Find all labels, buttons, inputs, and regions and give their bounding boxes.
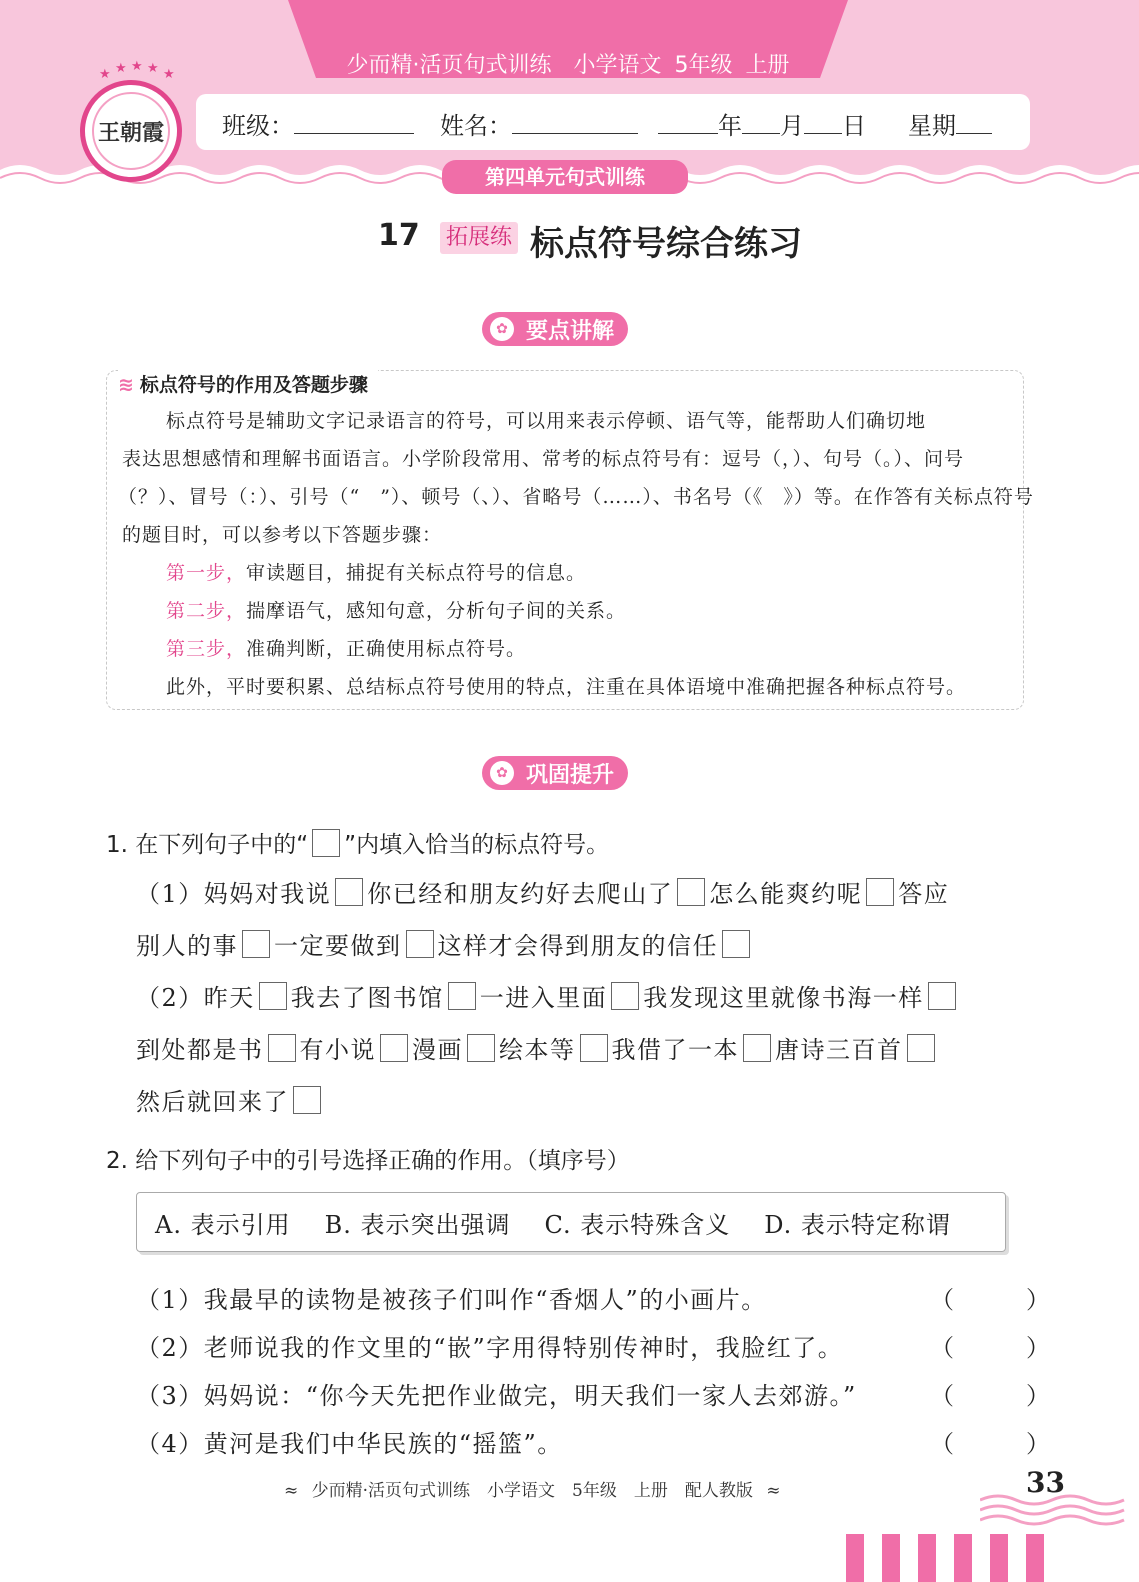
punctuation-box[interactable] bbox=[928, 982, 956, 1010]
footer-bar bbox=[882, 1534, 900, 1582]
class-field[interactable] bbox=[222, 106, 414, 141]
weekday-field[interactable] bbox=[908, 106, 992, 141]
page-number: 33 bbox=[1026, 1466, 1065, 1499]
q2-item: （2）老师说我的作文里的“嵌”字用得特别传神时，我脸红了。 bbox=[136, 1334, 844, 1362]
sentence-fragment: 别人的事 bbox=[136, 932, 238, 960]
unit-tab: 第四单元句式训练 bbox=[442, 160, 688, 194]
sentence-fragment: 唐诗三百首 bbox=[775, 1036, 903, 1064]
step-text: 准确判断，正确使用标点符号。 bbox=[246, 638, 527, 660]
step-text: 揣摩语气，感知句意，分析句子间的关系。 bbox=[246, 600, 627, 622]
paragraph-line: （？）、冒号（：）、引号（“ ”）、顿号（、）、省略号（……）、书名号（《 》）等。在作答有关标点符号 bbox=[118, 486, 1034, 508]
answer-paren[interactable]: （ ） bbox=[930, 1286, 1050, 1314]
student-info-box bbox=[196, 94, 1030, 150]
answer-paren[interactable]: （ ） bbox=[930, 1334, 1050, 1362]
logo-text: 王朝霞 bbox=[92, 92, 170, 170]
q1-title-after: ”内填入恰当的标点符号。 bbox=[344, 832, 610, 858]
sentence-fragment: 到处都是书 bbox=[136, 1036, 264, 1064]
step-text: 审读题目，捕捉有关标点符号的信息。 bbox=[246, 562, 587, 584]
medal-icon: ✿ bbox=[490, 761, 514, 785]
sentence-fragment: 我借了一本 bbox=[611, 1036, 739, 1064]
step-label: 第三步， bbox=[166, 638, 247, 660]
key-points-box-title bbox=[118, 370, 378, 397]
month-blank[interactable] bbox=[742, 111, 780, 134]
q2-item: （4）黄河是我们中华民族的“摇篮”。 bbox=[136, 1430, 563, 1458]
answer-paren[interactable]: （ ） bbox=[930, 1430, 1050, 1458]
step-3 bbox=[166, 634, 526, 661]
option-a: A. 表示引用 bbox=[155, 1210, 291, 1239]
name-label: 姓名： bbox=[440, 112, 512, 140]
step-label: 第二步， bbox=[166, 600, 247, 622]
answer-paren[interactable]: （ ） bbox=[930, 1382, 1050, 1410]
punctuation-box[interactable] bbox=[448, 982, 476, 1010]
q1-line bbox=[136, 1082, 325, 1117]
weekday-blank[interactable] bbox=[956, 111, 992, 134]
q1-line bbox=[136, 978, 960, 1013]
punctuation-box[interactable] bbox=[677, 878, 705, 906]
q1-line bbox=[136, 874, 949, 909]
star-icon: ★ bbox=[99, 67, 111, 82]
lesson-tag: 拓展练 bbox=[440, 222, 518, 254]
question-2-title: 2. 给下列句子中的引号选择正确的作用。（填序号） bbox=[106, 1148, 630, 1174]
punctuation-box[interactable] bbox=[259, 982, 287, 1010]
sentence-fragment: 怎么能爽约呢 bbox=[709, 880, 863, 908]
q1-line bbox=[136, 1030, 939, 1065]
question-1-title bbox=[106, 826, 609, 859]
sentence-fragment: 有小说 bbox=[299, 1036, 376, 1064]
punctuation-box[interactable] bbox=[907, 1034, 935, 1062]
sample-box bbox=[312, 829, 340, 857]
year-label: 年 bbox=[718, 112, 742, 140]
punctuation-box[interactable] bbox=[467, 1034, 495, 1062]
practice-label: 巩固提升 bbox=[526, 762, 615, 788]
punctuation-box[interactable] bbox=[335, 878, 363, 906]
weekday-label: 星期 bbox=[908, 112, 956, 140]
option-d: D. 表示特定称谓 bbox=[764, 1210, 951, 1239]
step-1 bbox=[166, 558, 586, 585]
punctuation-box[interactable] bbox=[611, 982, 639, 1010]
q1-title-before: 1. 在下列句子中的“ bbox=[106, 832, 309, 858]
step-label: 第一步， bbox=[166, 562, 247, 584]
day-label: 日 bbox=[842, 112, 866, 140]
star-icon: ★ bbox=[115, 61, 127, 76]
sentence-fragment: 一进入里面 bbox=[479, 984, 608, 1012]
lesson-title: 标点符号综合练习 bbox=[530, 224, 802, 264]
star-icon: ★ bbox=[131, 59, 143, 74]
sentence-fragment: 我去了图书馆 bbox=[290, 984, 444, 1012]
class-label: 班级： bbox=[222, 112, 294, 140]
footer-waves bbox=[980, 1490, 1130, 1530]
paragraph-line: 标点符号是辅助文字记录语言的符号，可以用来表示停顿、语气等，能帮助人们确切地 bbox=[166, 410, 927, 432]
step-2 bbox=[166, 596, 626, 623]
closing-line: 此外，平时要积累、总结标点符号使用的特点，注重在具体语境中准确把握各种标点符号。 bbox=[166, 676, 967, 698]
sentence-fragment: 漫画 bbox=[412, 1036, 463, 1064]
punctuation-box[interactable] bbox=[293, 1086, 321, 1114]
star-icon: ★ bbox=[147, 61, 159, 76]
options-box bbox=[136, 1192, 1006, 1252]
footer-bar bbox=[954, 1534, 972, 1582]
sentence-fragment: （2）昨天 bbox=[136, 984, 255, 1012]
sentence-fragment: 一定要做到 bbox=[274, 932, 402, 960]
footer-bar bbox=[990, 1534, 1008, 1582]
year-blank[interactable] bbox=[658, 111, 718, 134]
punctuation-box[interactable] bbox=[743, 1034, 771, 1062]
sentence-fragment: 绘本等 bbox=[499, 1036, 576, 1064]
month-label: 月 bbox=[780, 112, 804, 140]
brand-logo bbox=[80, 59, 182, 182]
practice-badge bbox=[482, 756, 628, 790]
paragraph-line: 表达思想感情和理解书面语言。小学阶段常用、常考的标点符号有：逗号（，）、句号（。）、问号 bbox=[122, 448, 965, 470]
sentence-fragment: 我发现这里就像书海一样 bbox=[643, 984, 924, 1012]
date-field[interactable] bbox=[658, 106, 866, 141]
lesson-number: 17 bbox=[378, 218, 420, 253]
sentence-fragment: 答应 bbox=[898, 880, 950, 908]
sentence-fragment: 你已经和朋友约好去爬山了 bbox=[367, 880, 674, 908]
sentence-fragment: 然后就回来了 bbox=[136, 1088, 289, 1116]
series-title: 少而精·活页句式训练 小学语文 5年级 上册 bbox=[346, 53, 790, 78]
medal-icon: ✿ bbox=[490, 317, 514, 341]
star-icon: ★ bbox=[163, 67, 175, 82]
box-title-text: 标点符号的作用及答题步骤 bbox=[139, 374, 368, 396]
name-field[interactable] bbox=[440, 106, 638, 141]
punctuation-box[interactable] bbox=[406, 930, 434, 958]
punctuation-box[interactable] bbox=[866, 878, 894, 906]
sentence-fragment: 这样才会得到朋友的信任 bbox=[437, 932, 718, 960]
q1-line bbox=[136, 926, 754, 961]
footer-bar bbox=[918, 1534, 936, 1582]
punctuation-box[interactable] bbox=[722, 930, 750, 958]
footer-bar bbox=[846, 1534, 864, 1582]
paragraph-line: 的题目时，可以参考以下答题步骤： bbox=[122, 524, 443, 546]
punctuation-box[interactable] bbox=[580, 1034, 608, 1062]
footer-bar bbox=[1026, 1534, 1044, 1582]
punctuation-box[interactable] bbox=[380, 1034, 408, 1062]
key-points-badge bbox=[482, 312, 628, 346]
option-c: C. 表示特殊含义 bbox=[544, 1210, 731, 1239]
footer-series-text: ≈ 少而精·活页句式训练 小学语文 5年级 上册 配人教版 ≈ bbox=[284, 1481, 781, 1501]
key-points-label: 要点讲解 bbox=[526, 318, 615, 344]
punctuation-box[interactable] bbox=[268, 1034, 296, 1062]
q2-item: （3）妈妈说：“你今天先把作业做完，明天我们一家人去郊游。” bbox=[136, 1382, 857, 1410]
name-blank[interactable] bbox=[512, 111, 638, 134]
day-blank[interactable] bbox=[804, 111, 842, 134]
punctuation-box[interactable] bbox=[242, 930, 270, 958]
sentence-fragment: （1）妈妈对我说 bbox=[136, 880, 332, 908]
q2-item: （1）我最早的读物是被孩子们叫作“香烟人”的小画片。 bbox=[136, 1286, 767, 1314]
class-blank[interactable] bbox=[294, 111, 414, 134]
option-b: B. 表示突出强调 bbox=[324, 1210, 511, 1239]
wave-icon: ≋ bbox=[118, 374, 134, 396]
